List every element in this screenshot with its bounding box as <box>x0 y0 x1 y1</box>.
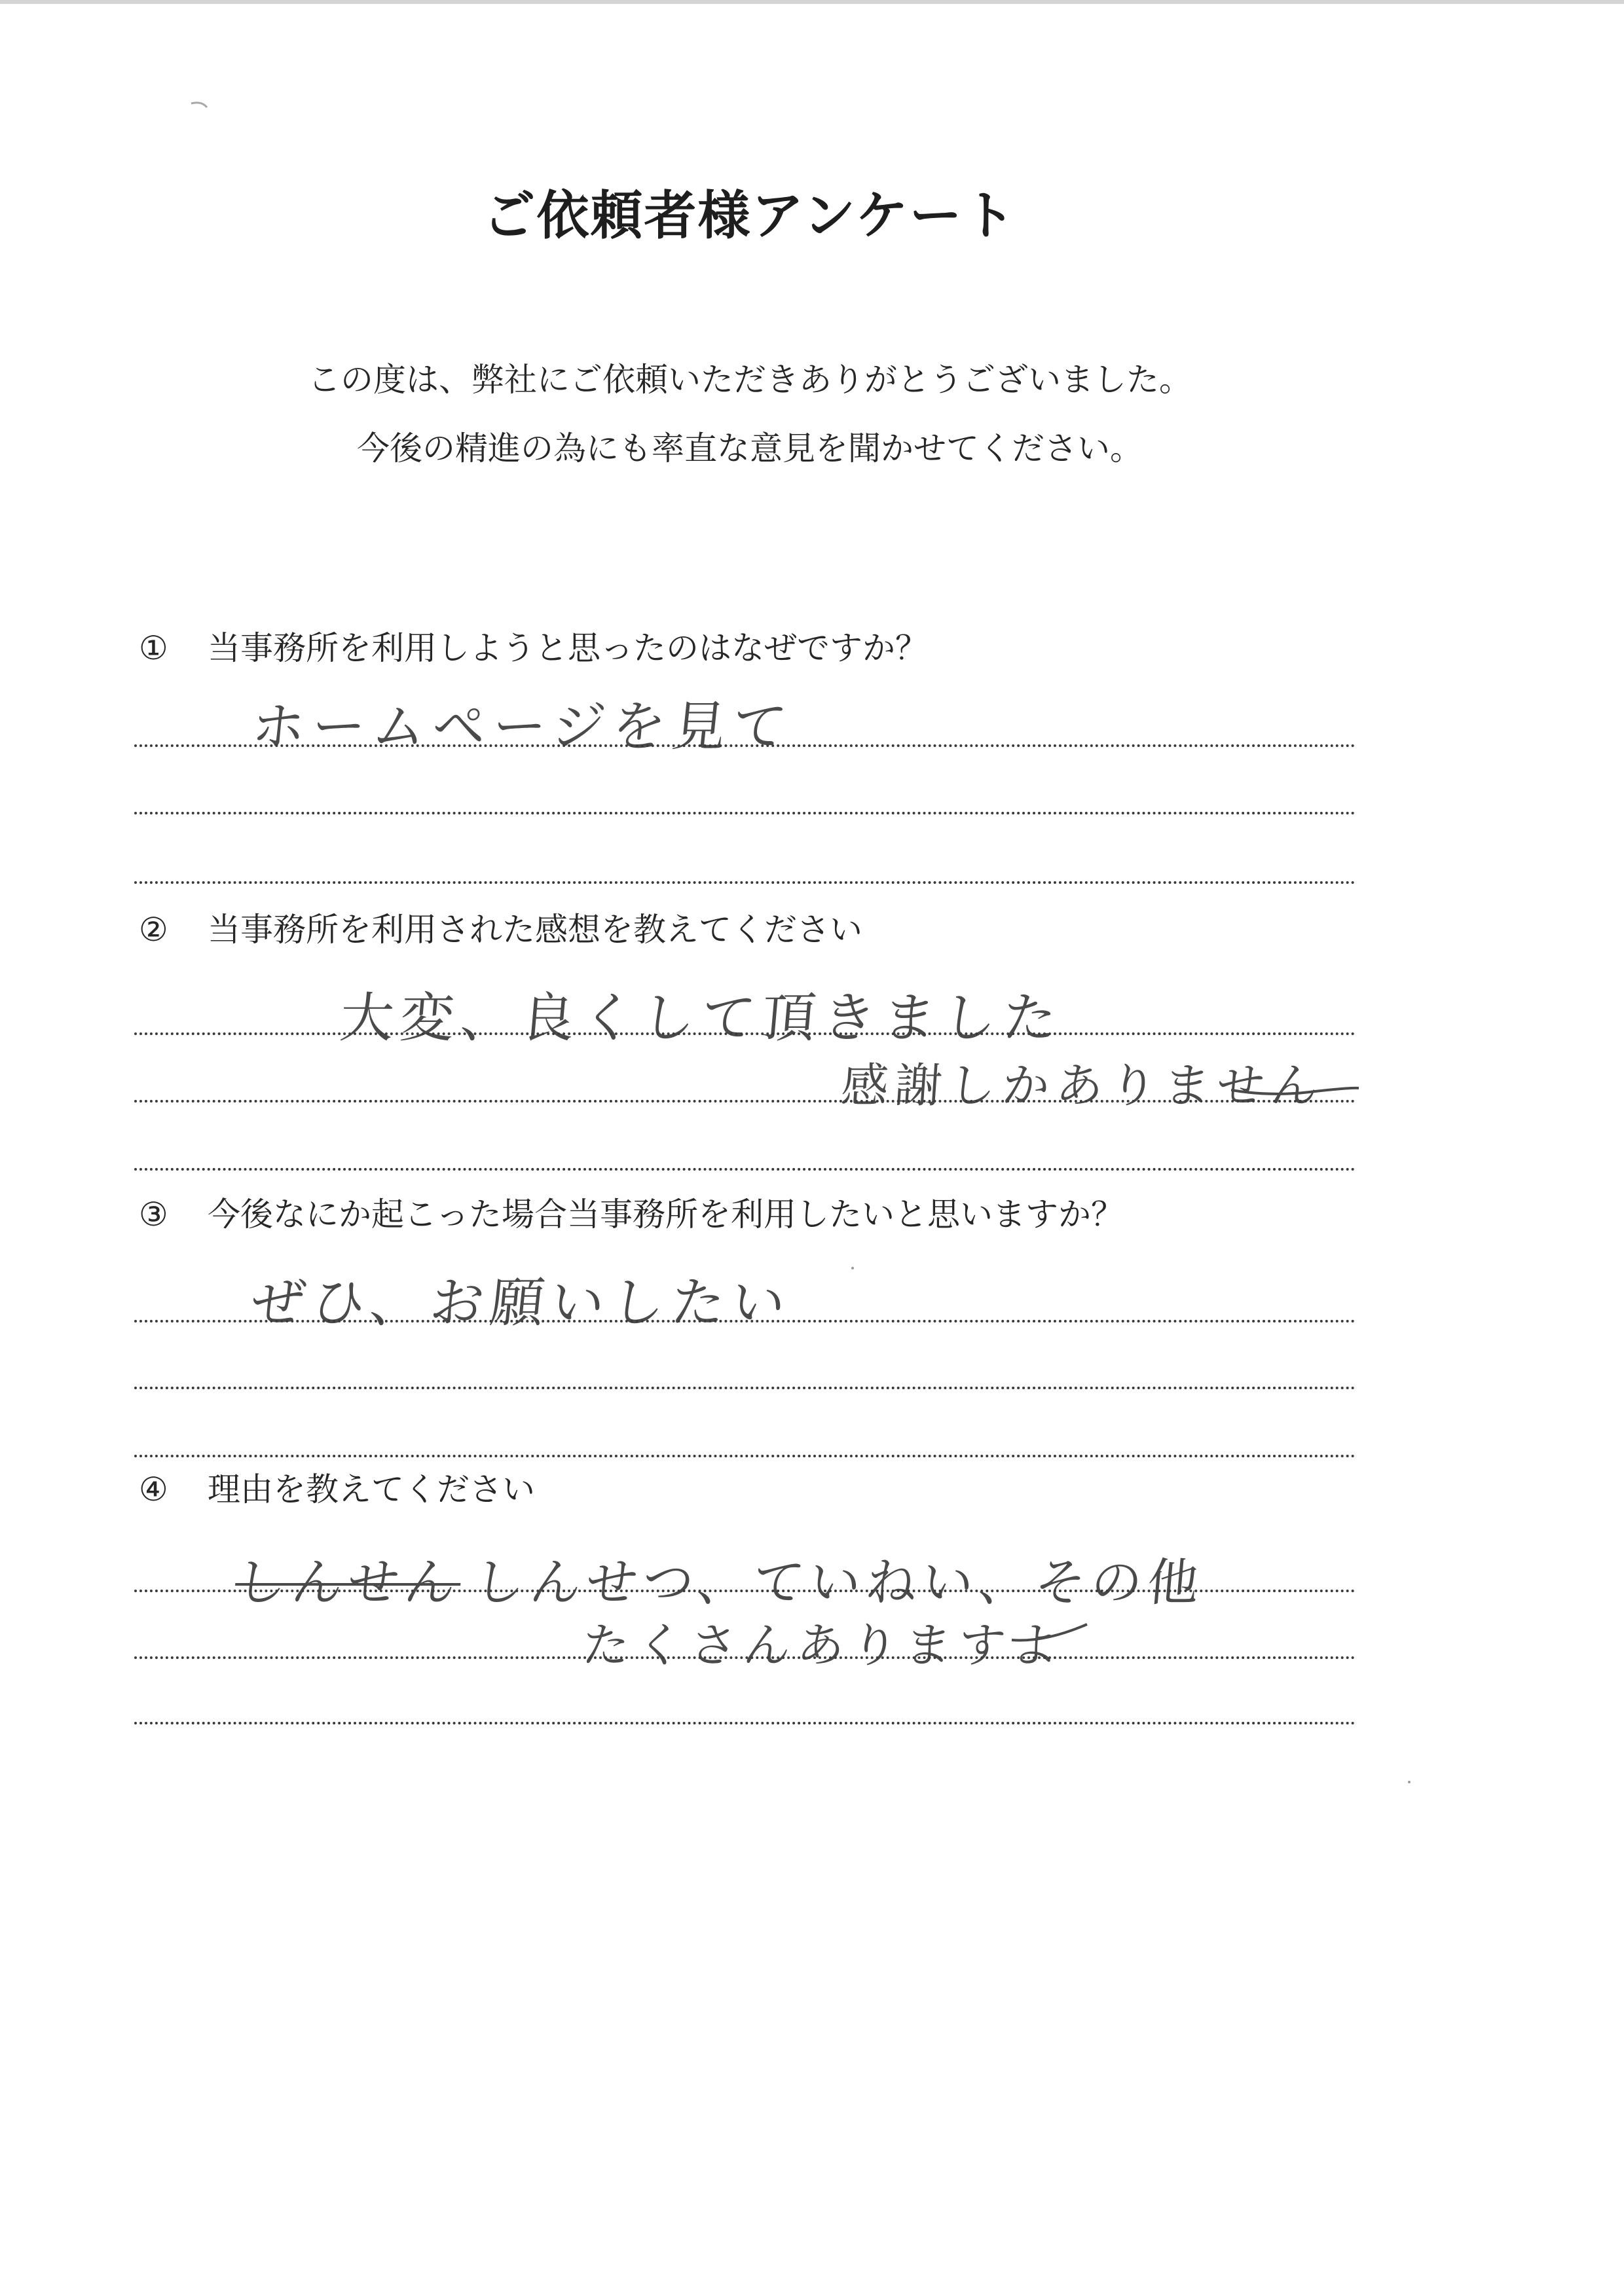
question-4 <box>139 1463 535 1510</box>
answer-text: しんせつ、ていねい、その他 <box>471 1554 1207 1613</box>
answer-2-line-1: 大変、良くして頂きました <box>337 987 1066 1049</box>
answer-rule <box>134 1722 1356 1724</box>
scan-edge <box>0 0 1624 4</box>
answer-4-line-1 <box>232 1542 1207 1615</box>
answer-rule <box>134 812 1356 814</box>
pen-stroke <box>1231 1080 1362 1100</box>
scan-mark <box>190 98 216 118</box>
pen-stroke <box>1012 1620 1090 1647</box>
answer-rule <box>134 744 1356 747</box>
answer-rule <box>134 1168 1356 1171</box>
question-text: 理由を教えてください <box>208 1470 535 1508</box>
question-text: 当事務所を利用しようと思ったのはなぜですか？ <box>208 629 928 667</box>
question-number: ③ <box>139 1195 168 1233</box>
question-number: ④ <box>139 1470 168 1508</box>
intro-line-2: 今後の精進の為にも率直な意見を聞かせてください。 <box>357 429 1143 467</box>
question-number: ① <box>139 629 168 667</box>
question-text: 今後なにか起こった場合当事務所を利用したいと思いますか？ <box>208 1195 1124 1233</box>
answer-rule <box>134 1387 1356 1389</box>
answer-rule <box>134 1656 1356 1659</box>
question-2 <box>139 903 862 951</box>
struck-out-text: しんせん <box>232 1554 464 1613</box>
question-3 <box>139 1188 1124 1235</box>
answer-1-line-1: ホームページを見て <box>248 696 796 758</box>
answer-4-line-2: たくさんありますよ <box>580 1618 1069 1673</box>
question-number: ② <box>139 911 168 949</box>
page-title: ご依頼者様アンケート <box>483 185 1017 246</box>
answer-2-line-2: 感謝しかありません <box>839 1058 1327 1113</box>
question-1 <box>139 622 928 669</box>
answer-rule <box>134 1320 1356 1322</box>
answer-rule <box>134 1100 1356 1102</box>
answer-rule <box>134 1590 1356 1592</box>
answer-rule <box>134 881 1356 884</box>
answer-rule <box>134 1032 1356 1035</box>
scan-speck <box>851 1267 854 1269</box>
answer-rule <box>134 1455 1356 1457</box>
answer-3-line-1: ぜひ、お願いしたい <box>248 1272 795 1334</box>
scan-speck <box>1408 1781 1411 1783</box>
intro-line-1: この度は、弊社にご依頼いただきありがとうございました。 <box>308 361 1192 399</box>
question-text: 当事務所を利用された感想を教えてください <box>208 911 862 949</box>
